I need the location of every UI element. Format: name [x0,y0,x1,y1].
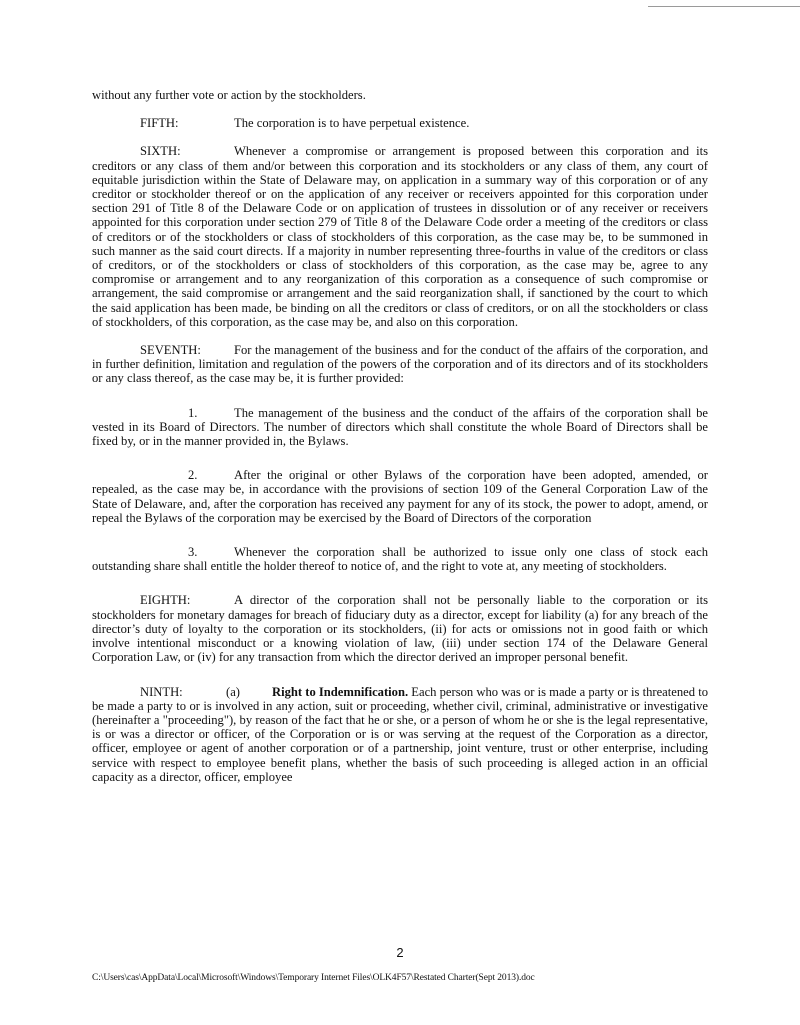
item-text: The management of the business and the conduct of the affairs of the corporation shall be vested in its Board of Directors. The number of directors which shall constitute the whole Board of Directors shall be fixed by, or in the manner provided in, the Bylaws. [92,405,708,449]
item-number: 3. [188,545,198,560]
article-seventh-text: For the management of the business and for the conduct of the affairs of the corporation, and in further definition, limitation and regulation of the powers of the corporation and of its directors and of its stockholders or any class thereof, as the case may be, it is further provided: [92,343,708,386]
article-seventh-item-1 [92,406,708,449]
article-seventh-item-3 [92,545,708,573]
article-seventh [92,343,708,386]
article-ninth-sub-label: (a) [226,684,240,699]
item-number: 1. [188,405,198,420]
article-ninth [92,685,708,784]
footer-file-path: C:\Users\cas\AppData\Local\Microsoft\Windows\Temporary Internet Files\OLK4F57\Restated Charter(Sept 2013).doc [92,973,535,983]
article-ninth-heading: Right to Indemnification. [272,684,409,699]
article-ninth-label: NINTH: [140,684,183,699]
article-sixth [92,144,708,329]
article-fifth [92,116,708,130]
article-seventh-label: SEVENTH: [140,343,201,358]
article-eighth [92,593,708,664]
article-eighth-label: EIGHTH: [140,593,191,608]
opening-line: without any further vote or action by the stockholders. [92,88,366,102]
item-text: After the original or other Bylaws of the corporation have been adopted, amended, or repealed, as the case may be, in accordance with the provisions of section 109 of the General Corporation Law of the State of Delaware, and, after the corporation has received any payment for any of its stock, the power to adopt, amend, or repeal the Bylaws of the corporation may be exercised by the Board of Directors of the corporation [92,468,708,525]
article-seventh-item-2 [92,468,708,525]
article-sixth-text: Whenever a compromise or arrangement is proposed between this corporation and its creditors or any class of them and/or between this corporation and its stockholders or any class of them, any court of equitable jurisdiction within the State of Delaware may, on application in a summary way of this corporation or of any creditor or stockholder thereof or on the application of any receiver or receivers appointed for this corporation under section 291 of Title 8 of the Delaware Code or on application of trustees in dissolution or of any receiver or receivers appointed for this corporation under section 279 of Title 8 of the Delaware Code order a meeting of the creditors or class of creditors or of the stockholders or class of stockholders of this corporation, as the case may be, to be summoned in such manner as the said court directs. If a majority in number representing three-fourths in value of the creditors or class of creditors, or of the stockholders or class of stockholders of this corporation, as the case may be, agree to any compromise or arrangement and to any reorganization of this corporation as a consequence of such compromise or arrangement, the said compromise or arrangement and the said reorganization shall, if sanctioned by the court to which the said application has been made, be binding on all the creditors or class of creditors, or on all the stockholders or class of stockholders, of this corporation, as the case may be, and also on this corporation. [92,144,708,329]
article-fifth-text: The corporation is to have perpetual existence. [234,116,470,131]
document-body [92,88,708,784]
article-fifth-label: FIFTH: [140,116,179,131]
item-number: 2. [188,468,198,483]
page-number: 2 [396,945,404,960]
article-sixth-label: SIXTH: [140,144,181,159]
article-eighth-text: A director of the corporation shall not be personally liable to the corporation or its stockholders for monetary damages for breach of fiduciary duty as a director, except for liability (a) for any breach of the director’s duty of loyalty to the corporation or its stockholders, (ii) for acts or omissions not in good faith or which involve intentional misconduct or a knowing violation of law, (iii) under section 174 of the Delaware General Corporation Law, or (iv) for any transaction from which the director derived an improper personal benefit. [92,593,708,665]
item-text: Whenever the corporation shall be authorized to issue only one class of stock each outstanding share shall entitle the holder thereof to notice of, and the right to vote at, any meeting of stockholders. [92,545,708,574]
article-ninth-text: Each person who was or is made a party or is threatened to be made a party to or is involved in any action, suit or proceeding, whether civil, criminal, administrative or investigative (hereinafter a "proceeding"), by reason of the fact that he or she, or a person of whom he or she is the legal representative, is or was a director or officer, of the Corporation or is or was serving at the request of the Corporation as a director, officer, employee or agent of another corporation or of a partnership, joint venture, trust or other enterprise, including service with respect to employee benefit plans, whether the basis of such proceeding is alleged action in an official capacity as a director, officer, employee [92,684,709,784]
scan-edge-line [648,6,800,7]
